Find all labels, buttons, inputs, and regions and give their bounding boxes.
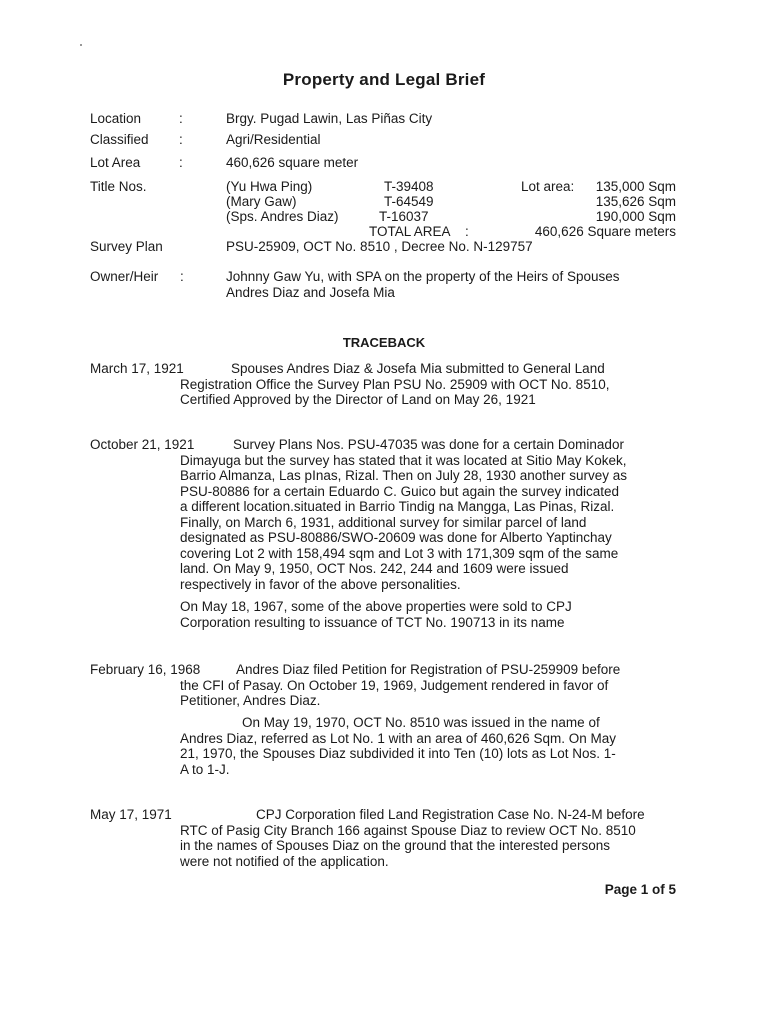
title-area-1: 135,000 Sqm bbox=[595, 179, 676, 194]
entry-date-4: May 17, 1971 bbox=[90, 807, 172, 822]
entry-3-line: Petitioner, Andres Diaz. bbox=[180, 693, 321, 708]
entry-2-line: Barrio Almanza, Las pInas, Rizal. Then on July 28, 1930 another survey as bbox=[180, 468, 628, 483]
entry-text-2b bbox=[180, 599, 678, 630]
title-no-2: T-64549 bbox=[384, 194, 434, 209]
page-number: Page 1 of 5 bbox=[604, 882, 676, 897]
entry-text-3 bbox=[180, 662, 678, 709]
entry-4-line: in the names of Spouses Diaz on the ground that the interested persons bbox=[180, 838, 611, 853]
lot-area-label: Lot Area bbox=[90, 155, 141, 170]
entry-1-line: Certified Approved by the Director of Land on May 26, 1921 bbox=[180, 392, 536, 407]
entry-2-line: land. On May 9, 1950, OCT Nos. 242, 244 and 1609 were issued bbox=[180, 561, 569, 576]
total-area-colon: : bbox=[465, 224, 469, 239]
owner-heir-line-2: Andres Diaz and Josefa Mia bbox=[226, 285, 395, 300]
entry-3b-line: A to 1-J. bbox=[180, 761, 230, 777]
total-area-label: TOTAL AREA bbox=[369, 224, 451, 239]
entry-2-line: Survey Plans Nos. PSU-47035 was done for a certain Dominador bbox=[233, 437, 624, 452]
scan-speck bbox=[80, 44, 82, 46]
entry-text-2 bbox=[180, 437, 678, 592]
title-owner-2: (Mary Gaw) bbox=[226, 194, 297, 209]
title-area-3: 190,000 Sqm bbox=[595, 209, 676, 224]
owner-heir-line-1: Johnny Gaw Yu, with SPA on the property of the Heirs of Spouses bbox=[226, 269, 620, 284]
entry-date-2: October 21, 1921 bbox=[90, 437, 195, 452]
survey-plan-label: Survey Plan bbox=[90, 239, 163, 254]
entry-date-1: March 17, 1921 bbox=[90, 361, 184, 376]
entry-2-line: designated as PSU-80886/SWO-20609 was done for Alberto Yaptinchay bbox=[180, 530, 612, 545]
entry-1-line: Spouses Andres Diaz & Josefa Mia submitted to General Land bbox=[231, 361, 605, 376]
classified-value: Agri/Residential bbox=[226, 132, 321, 147]
location-label: Location bbox=[90, 111, 142, 126]
entry-2b-line: On May 18, 1967, some of the above properties were sold to CPJ bbox=[180, 599, 572, 614]
title-owner-1: (Yu Hwa Ping) bbox=[226, 179, 313, 194]
entry-text-3b bbox=[180, 715, 678, 777]
entry-date-3: February 16, 1968 bbox=[90, 662, 201, 677]
entry-2-line: a different location.situated in Barrio Tindig na Mangga, Las Pinas, Rizal. bbox=[180, 499, 615, 514]
lot-area-caption: Lot area: bbox=[521, 179, 575, 194]
entry-1-line: Registration Office the Survey Plan PSU No. 25909 with OCT No. 8510, bbox=[180, 376, 610, 392]
classified-colon: : bbox=[179, 132, 183, 147]
location-value: Brgy. Pugad Lawin, Las Piñas City bbox=[226, 111, 433, 126]
survey-plan-value: PSU-25909, OCT No. 8510 , Decree No. N-129757 bbox=[226, 239, 533, 254]
title-nos-label: Title Nos. bbox=[90, 179, 147, 194]
lot-area-value: 460,626 square meter bbox=[226, 155, 359, 170]
entry-2b-line: Corporation resulting to issuance of TCT No. 190713 in its name bbox=[180, 614, 565, 630]
entry-2-line: respectively in favor of the above personalities. bbox=[180, 576, 461, 592]
entry-3b-line: 21, 1970, the Spouses Diaz subdivided it into Ten (10) lots as Lot Nos. 1- bbox=[180, 746, 616, 761]
traceback-heading: TRACEBACK bbox=[342, 335, 426, 350]
entry-2-line: PSU-80886 for a certain Eduardo C. Guico but again the survey indicated bbox=[180, 483, 620, 499]
owner-heir-colon: : bbox=[180, 269, 184, 284]
entry-text-4 bbox=[180, 807, 678, 869]
classified-label: Classified bbox=[90, 132, 149, 147]
entry-2-line: Dimayuga but the survey has stated that it was located at Sitio May Kokek, bbox=[180, 452, 627, 468]
entry-3-line: Andres Diaz filed Petition for Registration of PSU-259909 before bbox=[236, 662, 621, 677]
lot-area-colon: : bbox=[179, 155, 183, 170]
title-owner-3: (Sps. Andres Diaz) bbox=[226, 209, 339, 224]
entry-4-line: RTC of Pasig City Branch 166 against Spouse Diaz to review OCT No. 8510 bbox=[180, 822, 636, 838]
title-area-2: 135,626 Sqm bbox=[595, 194, 676, 209]
entry-text-1 bbox=[180, 361, 678, 408]
entry-3-line: the CFI of Pasay. On October 19, 1969, Judgement rendered in favor of bbox=[180, 677, 609, 693]
entry-4-line: were not notified of the application. bbox=[180, 853, 389, 869]
location-colon: : bbox=[179, 111, 183, 126]
total-area-value: 460,626 Square meters bbox=[534, 224, 676, 239]
entry-4-line: CPJ Corporation filed Land Registration Case No. N-24-M before bbox=[256, 807, 645, 822]
page-title: Property and Legal Brief bbox=[282, 70, 486, 89]
title-no-1: T-39408 bbox=[384, 179, 434, 194]
owner-heir-label: Owner/Heir bbox=[90, 269, 159, 284]
entry-3b-line: Andres Diaz, referred as Lot No. 1 with an area of 460,626 Sqm. On May bbox=[180, 730, 616, 746]
entry-2-line: Finally, on March 6, 1931, additional survey for similar parcel of land bbox=[180, 514, 587, 530]
entry-3b-line: On May 19, 1970, OCT No. 8510 was issued in the name of bbox=[242, 715, 600, 730]
title-no-3: T-16037 bbox=[379, 209, 429, 224]
entry-2-line: covering Lot 2 with 158,494 sqm and Lot 3 with 171,309 sqm of the same bbox=[180, 545, 619, 561]
